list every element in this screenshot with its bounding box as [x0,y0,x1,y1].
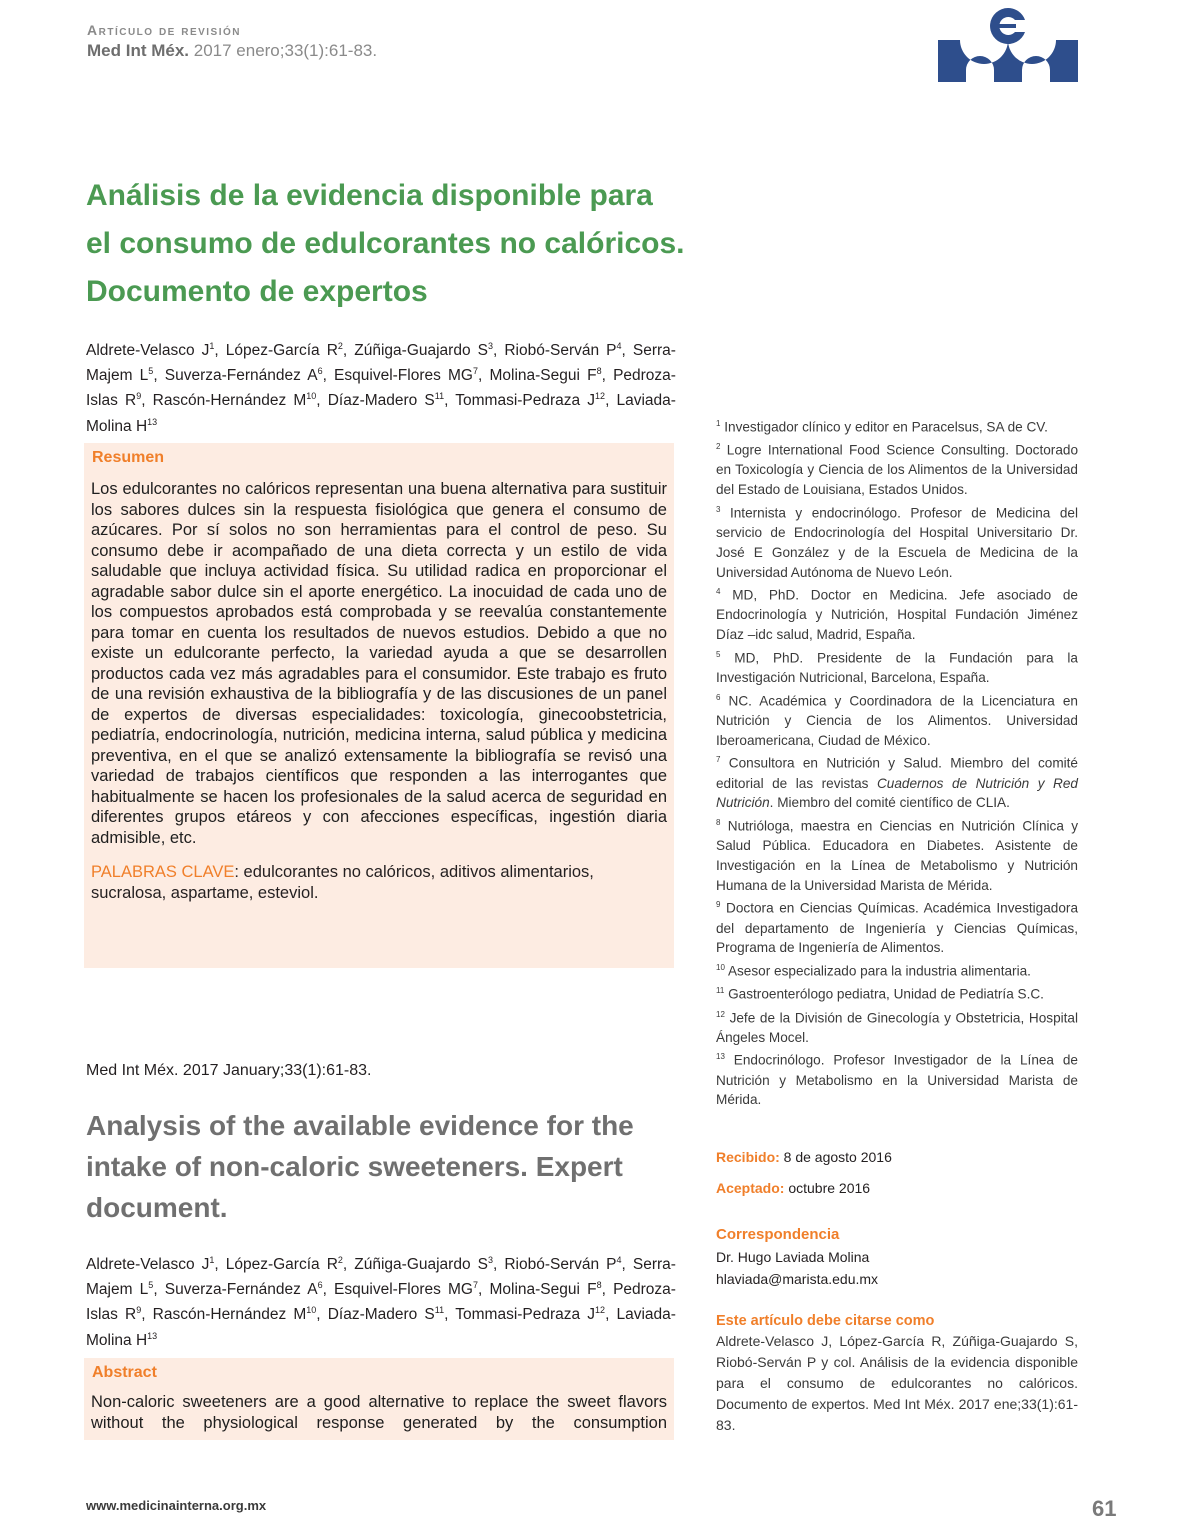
article-title-en: Analysis of the available evidence for the intake of non-caloric sweeteners. Expert document. [86,1110,634,1223]
summary-text: Los edulcorantes no calóricos representan una buena alternativa para sustituir los sabores dulces sin la respuesta fisiológica que genera el consumo de azúcares. Por sí solos no son herramientas para el control de peso. Su consumo debe ir acompañado de una dieta correcta y un estilo de vida saludable que incluya actividad física. Su utilidad radica en proporcionar el agradable sabor dulce sin el aporte energético. La inocuidad de cada uno de los compuestos aprobados está comprobada y se reevalúa constantemente para tomar en cuenta los resultados de nuevos estudios. Debido a que no existe un edulcorante perfecto, la variedad ayuda a que se desarrollen productos cada vez más agradables para el consumidor. Este trabajo es fruto de una revisión exhaustiva de la bibliografía y de las discusiones de un panel de expertos de diversas especialidades: toxicología, ginecoobstetricia, pediatría, endocrinología, nutrición, medicina interna, salud pública y medicina preventiva, en el que se analizó extensamente la bibliografía se revisó una variedad de trabajos científicos que responden a las interrogantes que habitualmente se hacen los profesionales de la salud acerca de seguridad en diferentes grupos etáreos y con afecciones específicas, ingestión diaria admisible, etc. [91,480,667,847]
affiliation-number: 3 [716,504,721,514]
affiliation-number: 6 [716,692,721,702]
author-affiliation-number: 11 [434,1305,445,1316]
author: Pedroza-Islas $R^9$ [86,367,676,410]
author-affiliation-number: 1 [209,1255,215,1265]
author-affiliation-number: 12 [595,1305,606,1316]
author: Suverza-Fernández $A^6$ [164,1280,323,1299]
author-affiliation-number: 6 [317,366,323,377]
affiliation-number: 8 [716,818,721,828]
author-affiliation-number: 5 [148,1280,154,1291]
author-affiliation-number: 5 [148,366,154,377]
author: Riobó-Serván $P^4$ [504,1255,622,1274]
correspondence-name: Dr. Hugo Laviada Molina [716,1249,870,1265]
author: Riobó-Serván $P^4$ [504,341,622,360]
author: Zúñiga-Guajardo $S^3$ [354,341,493,360]
author: Molina-Segui $F^8$ [489,1280,602,1299]
received-value: 8 de agosto 2016 [779,1149,892,1165]
affiliation-item: $^3$ Internista y endocrinólogo. Profesor de Medicina del servicio de Endocrinología del Hospital Universitario Dr. José E González y de la Escuela de Medicina de la Universidad Autónoma de Nuevo León. [716,504,1078,580]
author: Tommasi-Pedraza $J^{12}$ [455,1305,606,1324]
affiliation-item: $^5$ MD, PhD. Presidente de la Fundación para la Investigación Nutricional, Barcelona, España. [716,649,1078,686]
affiliation-item: $^{13}$ Endocrinólogo. Profesor Investigador de la Línea de Nutrición y Metabolismo en la Universidad Marista de Mérida. [716,1052,1078,1108]
affiliation-number: 11 [716,986,725,996]
affiliations [716,414,1078,1110]
author: Rascón-Hernández $M^{10}$ [152,1305,317,1324]
accepted-label: Aceptado: [716,1180,785,1196]
affiliation-item: $^7$ Consultora en Nutrición y Salud. Miembro del comité editorial de las revistas Cuadernos de Nutrición y Red Nutrición. Miembro del comité científico de CLIA. [716,755,1078,811]
author-affiliation-number: 10 [306,391,317,402]
affiliation-item: $^{10}$ Asesor especializado para la industria alimentaria. [716,963,1031,979]
affiliation-item: $^{11}$ Gastroenterólogo pediatra, Unidad de Pediatría S.C. [716,986,1044,1002]
author-affiliation-number: 9 [136,1305,142,1316]
affiliation-number: 12 [716,1009,725,1019]
summary-heading: Resumen [92,449,165,466]
journal-logo-icon [938,4,1078,82]
author-affiliation-number: 10 [306,1305,317,1316]
author: Pedroza-Islas $R^9$ [86,1281,676,1324]
author: Serra-Majem $L^5$ [86,1256,676,1299]
affiliation-number: 5 [716,649,721,659]
received-date [716,1149,1078,1165]
author-affiliation-number: 9 [136,391,142,402]
cite-as [716,1313,1078,1436]
accepted-date [716,1180,1078,1196]
article-title-es: Análisis de la evidencia disponible para el consumo de edulcorantes no calóricos. Documento de expertos [86,179,685,308]
summary-box-es [84,443,674,968]
keywords-label: PALABRAS CLAVE [91,863,235,881]
keywords [84,848,674,911]
author: López-García $R^2$ [225,341,343,360]
abstract-box-en [84,1358,674,1440]
affiliation-number: 1 [716,419,721,428]
author-affiliation-number: 8 [596,366,602,377]
affiliation-number: 13 [716,1052,725,1062]
author-affiliation-number: 2 [337,341,343,351]
author-affiliation-number: 4 [616,1255,622,1265]
affiliation-number: 7 [716,755,721,765]
author-affiliation-number: 13 [147,1330,158,1341]
journal-name: Med Int Méx. [87,41,190,60]
author: Suverza-Fernández $A^6$ [164,366,323,385]
author-affiliation-number: 6 [317,1280,323,1291]
author: Díaz-Madero $S^{11}$ [327,1305,445,1324]
author: Aldrete-Velasco $J^1$ [86,341,215,360]
correspondence-heading [716,1226,1078,1243]
author: Tommasi-Pedraza $J^{12}$ [455,391,606,410]
affiliation-item: $^8$ Nutrióloga, maestra en Ciencias en Nutrición Clínica y Salud Pública. Educadora en Diabetes. Asistente de Investigación en la Línea de Metabolismo y Nutrición Humana de la Universidad Marista de Mérida. [716,818,1078,893]
author: Zúñiga-Guajardo $S^3$ [354,1255,493,1274]
affiliation-number: 10 [716,963,725,973]
cite-as-text: Aldrete-Velasco J, López-García R, Zúñiga-Guajardo S, Riobó-Serván P y col. Análisis de la evidencia disponible para el consumo de edulcorantes no calóricos. Documento de expertos. Med Int Méx. 2017 ene;33(1):61-83. [716,1333,1078,1433]
journal-website-link[interactable]: www.medicinainterna.org.mx [86,1498,267,1513]
keywords-text: : edulcorantes no calóricos, aditivos alimentarios, sucralosa, aspartame, esteviol. [91,863,594,902]
author-affiliation-number: 7 [473,366,479,377]
abstract-heading: Abstract [92,1364,157,1381]
author-affiliation-number: 4 [616,341,622,351]
author: Aldrete-Velasco $J^1$ [86,1255,215,1274]
author: Serra-Majem $L^5$ [86,342,676,385]
correspondence-email[interactable]: hlaviada@marista.edu.mx [716,1271,879,1287]
affiliation-item: $^4$ MD, PhD. Doctor en Medicina. Jefe asociado de Endocrinología y Nutrición, Hospital Fundación Jiménez Díaz –idc salud, Madrid, España. [716,587,1078,643]
author-affiliation-number: 12 [595,391,606,402]
author-affiliation-number: 11 [434,391,445,402]
abstract-text: Non-caloric sweeteners are a good alternative to replace the sweet flavors without the physiological response generated by the consumption [91,1393,667,1432]
author-affiliation-number: 13 [147,416,158,427]
affiliation-item: $^9$ Doctora en Ciencias Químicas. Académica Investigadora del departamento de Ingeniería y Ciencias Químicas, Programa de Ingeniería de Alimentos. [716,900,1079,956]
author-list-es: Aldrete-Velasco $J^1$, López-García $R^2$, Zúñiga-Guajardo $S^3$, Riobó-Serván $P^4$, Serra-Majem $L^5$, Suverza-Fernández $A^6$, Esquivel-Flores $MG^7$, Molina-Segui $F^8$, Pedroza-Islas $R^9$, Rascón-Hernández $M^{10}$, Díaz-Madero $S^{11}$, Tommasi-Pedraza $J^{12}$, Laviada-Molina $H^{13}$ [86,341,676,435]
journal-citation-en: Med Int Méx. 2017 January;33(1):61-83. [86,1062,372,1079]
page-number: 61 [1092,1496,1117,1521]
author-affiliation-number: 8 [596,1280,602,1291]
author: Díaz-Madero $S^{11}$ [327,391,445,410]
affiliation-number: 2 [716,442,721,452]
author-affiliation-number: 2 [337,1255,343,1265]
affiliation-number: 9 [716,900,721,910]
author: Esquivel-Flores $MG^7$ [334,1280,479,1299]
author-affiliation-number: 1 [209,341,215,351]
article-type: Artículo de revisión [87,22,242,38]
author: Rascón-Hernández $M^{10}$ [152,391,317,410]
author: Esquivel-Flores $MG^7$ [334,366,479,385]
author-affiliation-number: 3 [487,341,493,351]
journal-issue: 2017 enero;33(1):61-83. [189,41,378,60]
author: Laviada-Molina $H^{13}$ [86,392,676,435]
journal-names: Cuadernos de Nutrición y Red Nutrición [716,775,1078,811]
journal-citation [87,41,377,61]
author: Molina-Segui $F^8$ [489,366,602,385]
author-list-en: Aldrete-Velasco $J^1$, López-García $R^2$, Zúñiga-Guajardo $S^3$, Riobó-Serván $P^4$, Serra-Majem $L^5$, Suverza-Fernández $A^6$, Esquivel-Flores $MG^7$, Molina-Segui $F^8$, Pedroza-Islas $R^9$, Rascón-Hernández $M^{10}$, Díaz-Madero $S^{11}$, Tommasi-Pedraza $J^{12}$, Laviada-Molina $H^{13}$ [86,1255,676,1349]
affiliation-item: $^1$ Investigador clínico y editor en Paracelsus, SA de CV. [716,419,1048,435]
correspondence-heading-text: Correspondencia [716,1226,840,1243]
accepted-value: octubre 2016 [784,1180,871,1196]
affiliation-item: $^2$ Logre International Food Science Consulting. Doctorado en Toxicología y Ciencia de los Alimentos de la Universidad del Estado de Louisiana, Estados Unidos. [716,442,1079,498]
received-label: Recibido: [716,1149,780,1165]
author: Laviada-Molina $H^{13}$ [86,1306,676,1349]
author: López-García $R^2$ [225,1255,343,1274]
cite-as-heading: Este artículo debe citarse como [716,1313,935,1329]
affiliation-item: $^6$ NC. Académica y Coordinadora de la Licenciatura en Nutrición y Ciencia de los Alimentos. Universidad Iberoamericana, Ciudad de México. [716,692,1078,748]
author-affiliation-number: 7 [473,1280,479,1291]
affiliation-number: 4 [716,587,721,597]
author-affiliation-number: 3 [487,1255,493,1265]
affiliation-item: $^{12}$ Jefe de la División de Ginecología y Obstetricia, Hospital Ángeles Mocel. [716,1009,1079,1045]
